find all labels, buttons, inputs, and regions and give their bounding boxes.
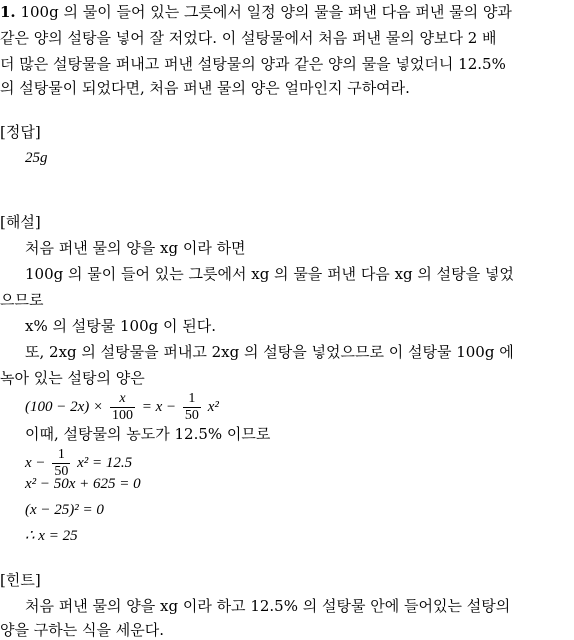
explanation-line-4: x% 의 설탕물 100g 이 된다. xyxy=(25,317,216,335)
problem-line-3: 더 많은 설탕물을 퍼내고 퍼낸 설탕물의 양과 같은 양의 물을 넣었더니 12.5% xyxy=(0,55,506,73)
eq1-right: x² xyxy=(207,399,219,415)
explanation-line-5: 또, 2xg 의 설탕물을 퍼내고 2xg 의 설탕을 넣었으므로 이 설탕물 100g 에 xyxy=(25,343,514,361)
problem-text-1: 100g 의 물이 들어 있는 그릇에서 일정 양의 물을 퍼낸 다음 퍼낸 물의 양과 xyxy=(20,3,512,21)
equation-5: ∴ x = 25 xyxy=(25,528,78,544)
hint-heading: [힌트] xyxy=(0,571,41,589)
eq2-right: x² = 12.5 xyxy=(77,455,133,471)
eq1-frac2-num: 1 xyxy=(183,391,201,408)
eq1-frac-den: 100 xyxy=(111,407,133,423)
explanation-line-3: 으므로 xyxy=(0,291,44,309)
eq1-fraction xyxy=(110,391,135,424)
eq2-frac-num: 1 xyxy=(52,447,70,464)
explanation-line-1: 처음 퍼낸 물의 양을 xg 이라 하면 xyxy=(25,239,246,257)
explanation-line-6: 녹아 있는 설탕의 양은 xyxy=(0,369,145,387)
eq1-frac-num: x xyxy=(110,391,135,408)
explanation-heading: [해설] xyxy=(0,213,41,231)
problem-number: 1. xyxy=(0,3,16,21)
hint-line-1: 처음 퍼낸 물의 양을 xg 이라 하고 12.5% 의 설탕물 안에 들어있는 설탕의 xyxy=(25,597,511,615)
answer-value: 25g xyxy=(25,150,48,166)
problem-line-4: 의 설탕물이 되었다면, 처음 퍼낸 물의 양은 얼마인지 구하여라. xyxy=(0,79,410,97)
eq1-left: (100 − 2x) × xyxy=(25,399,104,415)
equation-3: x² − 50x + 625 = 0 xyxy=(25,476,141,492)
eq1-fraction-2 xyxy=(183,391,201,424)
eq1-mid: = x − xyxy=(141,399,177,415)
problem-line-2: 같은 양의 설탕을 넣어 잘 저었다. 이 설탕물에서 처음 퍼낸 물의 양보다 2 배 xyxy=(0,29,497,47)
problem-line-1 xyxy=(0,2,512,22)
explanation-line-7: 이때, 설탕물의 농도가 12.5% 이므로 xyxy=(25,425,271,443)
explanation-line-2: 100g 의 물이 들어 있는 그릇에서 xg 의 물을 퍼낸 다음 xg 의 설탕을 넣었 xyxy=(25,265,514,283)
equation-4: (x − 25)² = 0 xyxy=(25,502,104,518)
hint-line-2: 양을 구하는 식을 세운다. xyxy=(0,621,164,639)
answer-heading: [정답] xyxy=(0,123,41,141)
eq2-frac-den: 50 xyxy=(54,463,69,479)
eq1-frac2-den: 50 xyxy=(184,407,199,423)
eq2-left: x − xyxy=(25,455,46,471)
equation-1 xyxy=(25,386,219,427)
